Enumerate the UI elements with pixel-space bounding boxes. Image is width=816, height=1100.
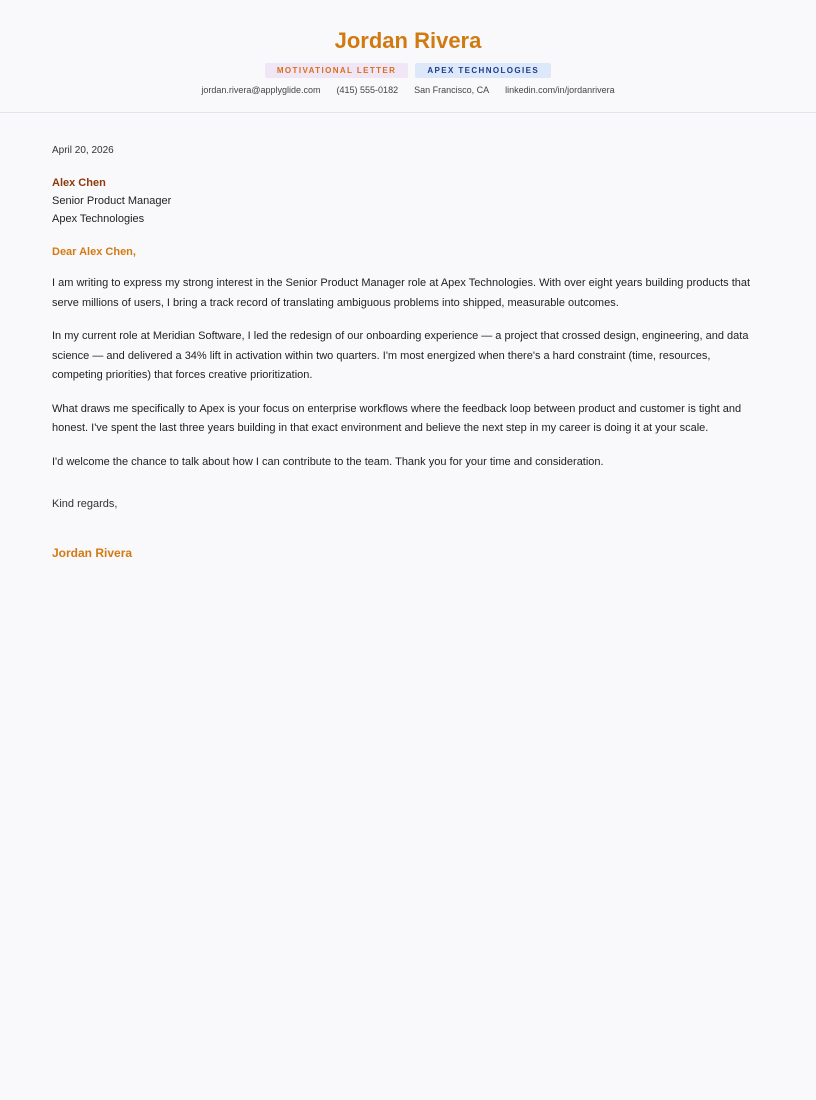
letter-paragraphs xyxy=(52,274,764,486)
company-badge: APEX TECHNOLOGIES xyxy=(415,63,551,78)
recipient-name: Alex Chen xyxy=(52,177,106,189)
paragraph: In my current role at Meridian Software, I led the redesign of our onboarding experience — a project that crossed design, engineering, and data science — and delivered a 34% lift in activation within two quarters. I'm most energized when there's a hard constraint (time, resources, competing priorities) that forces creative prioritization. xyxy=(52,330,749,381)
letter-type-badge: MOTIVATIONAL LETTER xyxy=(265,63,408,78)
contact-phone[interactable]: (415) 555-0182 xyxy=(336,85,399,95)
recipient-block xyxy=(52,174,171,228)
applicant-name: Jordan Rivera xyxy=(334,28,482,53)
salutation: Dear Alex Chen, xyxy=(52,246,136,258)
recipient-title: Senior Product Manager xyxy=(52,195,172,207)
contact-location: San Francisco, CA xyxy=(414,85,490,95)
paragraph: I'd welcome the chance to talk about how I can contribute to the team. Thank you for your time and consideration. xyxy=(52,455,604,468)
contact-linkedin[interactable]: linkedin.com/in/jordanrivera xyxy=(505,85,615,95)
signature: Jordan Rivera xyxy=(52,546,133,560)
paragraph: I am writing to express my strong interest in the Senior Product Manager role at Apex Technologies. With over eight years building products that serve millions of users, I bring a track record of translating ambiguous problems into shipped, measurable outcomes. xyxy=(52,277,751,309)
letter-date: April 20, 2026 xyxy=(52,145,114,156)
paragraph: What draws me specifically to Apex is your focus on enterprise workflows where the feedback loop between product and customer is tight and honest. I've spent the last three years building in that exact environment and believe the next step in my career is doing it at your scale. xyxy=(52,402,742,434)
contact-info xyxy=(0,84,816,96)
closing: Kind regards, xyxy=(52,498,118,510)
letter-header xyxy=(0,0,816,113)
contact-email[interactable]: jordan.rivera@applyglide.com xyxy=(201,85,321,95)
badge-row xyxy=(0,63,816,78)
recipient-company: Apex Technologies xyxy=(52,213,145,225)
